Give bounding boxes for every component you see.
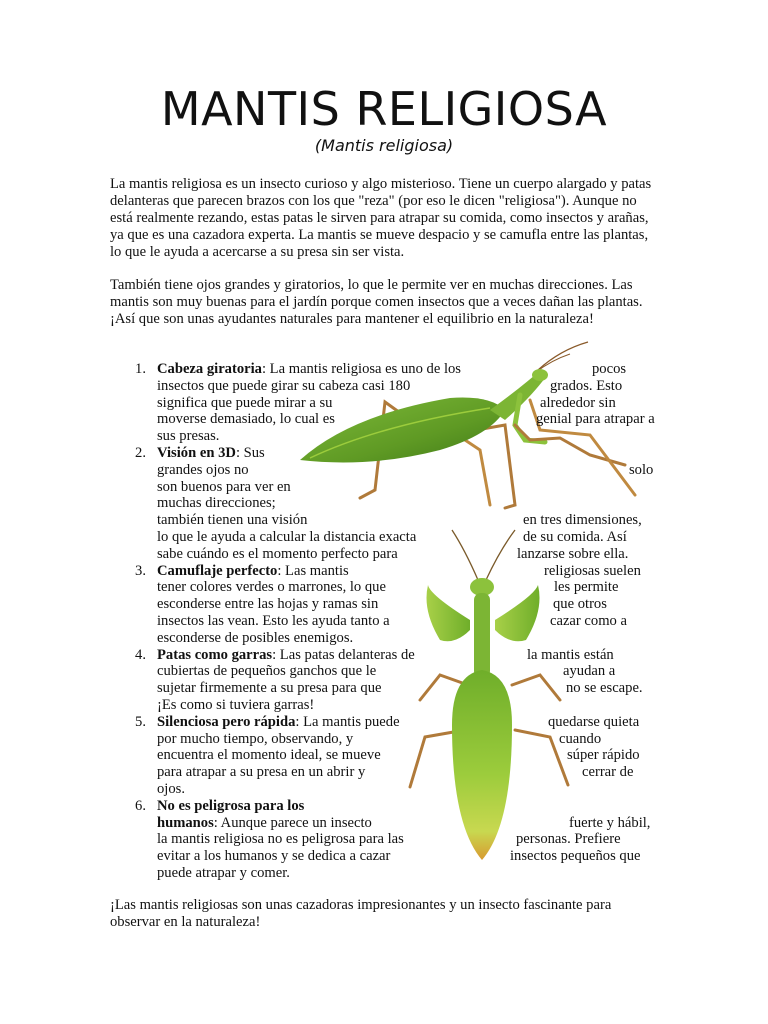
list-item-number: 4. (135, 646, 146, 663)
list-item-line-continued: cuando (559, 730, 602, 747)
list-item-line: por mucho tiempo, observando, y (157, 730, 354, 747)
list-item-line-continued: grados. Esto (550, 377, 623, 394)
list-item-line-continued: pocos (592, 361, 627, 377)
list-item-line: Patas como garras: Las patas delanteras de (157, 646, 415, 663)
list-item-number: 3. (135, 562, 146, 579)
list-item-line: sus presas. (157, 428, 220, 445)
list-item-line: puede atrapar y comer. (157, 865, 290, 881)
list-item-number: 1. (135, 361, 146, 377)
list-item-line-continued: de su comida. Así (523, 529, 627, 545)
list-item-line-continued: religiosas suelen (544, 562, 641, 579)
list-item-line: sujetar firmemente a su presa para que (157, 680, 382, 697)
closing-paragraph: ¡Las mantis religiosas son unas cazadoras impresionantes y un insecto fascinante para observar en la naturaleza! (110, 897, 612, 930)
list-item-line: Cabeza giratoria: La mantis religiosa es uno de los (157, 361, 461, 377)
list-item-line: muchas direcciones; (157, 495, 276, 512)
list-item-line-continued: quedarse quieta (548, 713, 640, 730)
list-item-line: encuentra el momento ideal, se mueve (157, 747, 381, 764)
list-item-line: evitar a los humanos y se dedica a cazar (157, 848, 391, 865)
intro-paragraph: La mantis religiosa es un insecto curioso y algo misterioso. Tiene un cuerpo alargado y patas delanteras que parecen brazos con los que "reza" (por eso le dicen "religiosa"). Aunque no está realmente rezando, estas patas le sirven para atrapar su comida, como insectos y arañas, ya que es una cazadora experta. La mantis se mueve despacio y se camufla entre las plantas, lo que le ayuda a acercarse a su presa sin ser vista. (110, 176, 652, 260)
list-item-line-continued: en tres dimensiones, (523, 512, 642, 529)
list-item-line: Visión en 3D: Sus (157, 445, 265, 461)
list-item-line: significa que puede mirar a su (157, 394, 333, 411)
list-item-line: tener colores verdes o marrones, lo que (157, 579, 386, 596)
list-item-line-continued: cerrar de (582, 764, 634, 781)
list-item-line: ojos. (157, 781, 185, 797)
list-item-line-continued: súper rápido (567, 747, 640, 764)
list-item-line-continued: insectos pequeños que (510, 848, 641, 865)
list-item-number: 6. (135, 797, 146, 814)
scientific-name: (Mantis religiosa) (314, 136, 454, 155)
list-item-line: son buenos para ver en (157, 478, 291, 495)
list-item-line: No es peligrosa para los (157, 797, 305, 814)
list-item-line-continued: les permite (554, 579, 619, 596)
second-paragraph: También tiene ojos grandes y giratorios, lo que le permite ver en muchas direcciones. Las mantis son muy buenas para el jardín porque comen insectos que a veces dañan las plantas. ¡Así que son unas ayudantes naturales para mantener el equilibrio en la naturaleza! (110, 277, 643, 327)
list-item-line: para atrapar a su presa en un abrir y (157, 764, 366, 781)
list-item-line: insectos que puede girar su cabeza casi 180 (157, 377, 411, 394)
list-item-line: lo que le ayuda a calcular la distancia exacta (157, 529, 417, 545)
list-item-line: insectos las vean. Esto les ayuda tanto a (157, 613, 390, 629)
list-item-line: Camuflaje perfecto: Las mantis (157, 562, 349, 579)
list-item-number: 2. (135, 445, 146, 461)
list-item-line: ¡Es como si tuviera garras! (157, 697, 315, 713)
list-item-line: cubiertas de pequeños ganchos que le (157, 663, 377, 680)
list-item-line: Silenciosa pero rápida: La mantis puede (157, 713, 400, 730)
list-item-line-continued: fuerte y hábil, (569, 814, 651, 831)
list-item-line-continued: que otros (553, 596, 607, 613)
list-item-line: grandes ojos no (157, 461, 249, 478)
list-item-line-continued: no se escape. (566, 680, 643, 697)
list-item-line-continued: lanzarse sobre ella. (517, 545, 629, 562)
list-item-line: también tienen una visión (157, 512, 308, 529)
list-item-line: esconderse de posibles enemigos. (157, 629, 354, 646)
list-item-line: esconderse entre las hojas y ramas sin (157, 596, 379, 613)
list-item-line: sabe cuándo es el momento perfecto para (157, 545, 398, 562)
page-title: MANTIS RELIGIOSA (160, 82, 608, 136)
list-item-line: moverse demasiado, lo cual es (157, 411, 335, 428)
list-item-line: la mantis religiosa no es peligrosa para las (157, 831, 404, 848)
list-item-line-continued: personas. Prefiere (516, 831, 621, 848)
list-item-line-continued: ayudan a (563, 663, 616, 680)
list-item-line-continued: solo (629, 461, 654, 478)
list-item-line-continued: la mantis están (527, 646, 614, 663)
list-item-line-continued: genial para atrapar a (536, 411, 655, 428)
list-item-number: 5. (135, 713, 146, 730)
list-item-line: humanos: Aunque parece un insecto (157, 814, 372, 831)
list-item-line-continued: cazar como a (550, 613, 627, 629)
list-item-line-continued: alrededor sin (540, 394, 616, 411)
